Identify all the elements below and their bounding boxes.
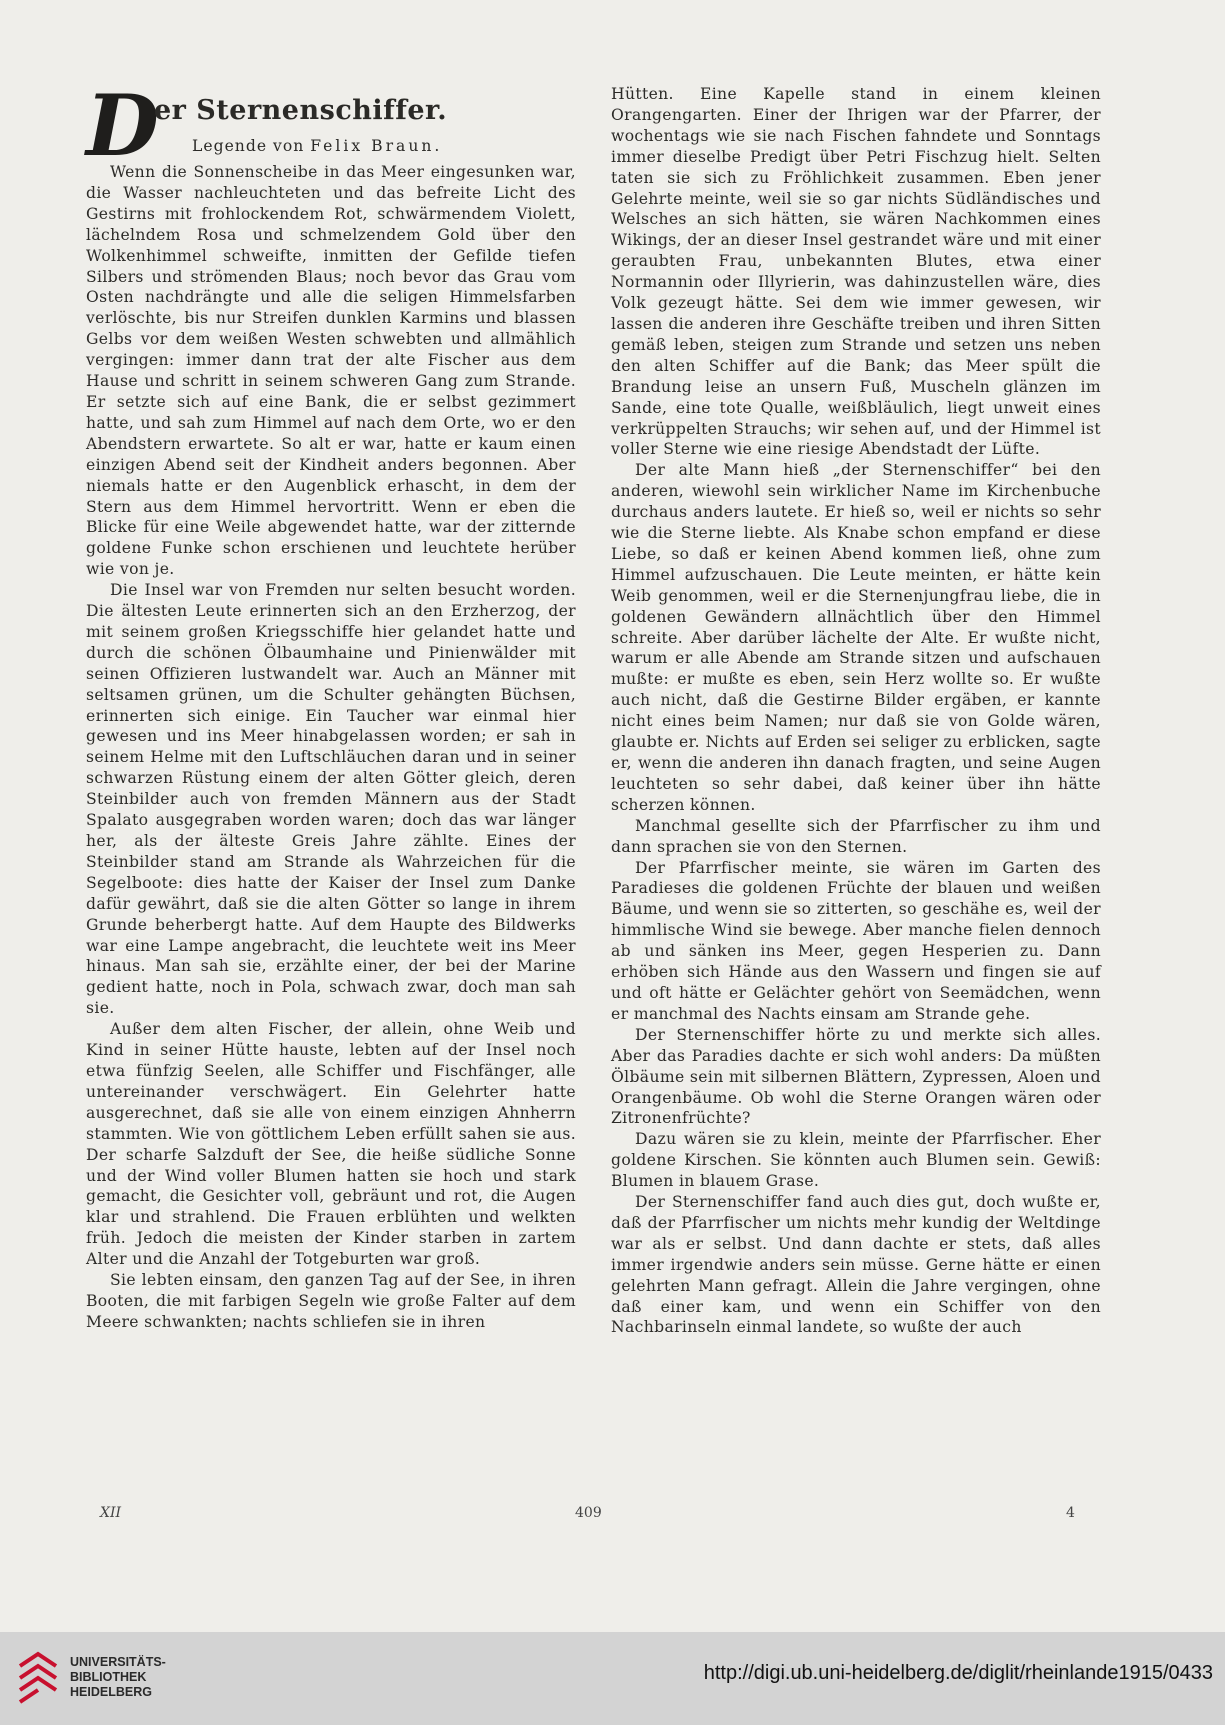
subtitle-prefix: Legende von <box>192 137 305 155</box>
library-name-line: HEIDELBERG <box>70 1685 152 1699</box>
paragraph: Der alte Mann hieß „der Sternenschiffer“ bei den anderen, wiewohl sein wirklicher Name im Kirchenbuche durchaus anders lautete. Er hieß so, weil er nichts so sehr wie die Sterne liebte. Als Knabe schon empfand er diese Liebe, so daß er keinen Abend kommen ließ, ohne zum Himmel aufzuschauen. Die Leute meinten, er hätte kein Weib genommen, weil er die Sternenjungfrau liebe, die in goldenen Gewändern allnächtlich über den Himmel schreite. Aber darüber lächelte der Alte. Er wußte nicht, warum er alle Abende am Strande sitzen und aufschauen mußte: er mußte es eben, sein Herz wollte so. Er wußte auch nicht, daß die Gestirne Bilder ergäben, er kannte nicht eines beim Namen; nur daß sie von Golde wären, glaubte er. Nichts auf Erden sei seliger zu erblicken, sagte er, wenn die anderen ihn danach fragten, und seine Augen leuchteten so sehr dabei, daß keiner über ihn hätte scherzen können. <box>611 461 1101 814</box>
paragraph: Wenn die Sonnenscheibe in das Meer eingesunken war, die Wasser nachleuchteten und das befreite Licht des Gestirns mit frohlockendem Rot, schwärmendem Violett, lächelndem Rosa und schmelzendem Gold über den Wolkenhimmel schweifte, inmitten der Gefilde tiefen Silbers und strömenden Blaus; noch bevor das Grau vom Osten nachdrängte und alle die seligen Himmelsfarben verlöschte, bis nur Streifen dunklen Karmins und blassen Gelbs vor dem weißen Westen schwebten und allmählich vergingen: immer dann trat der alte Fischer aus dem Hause und schritt in seinem schweren Gang zum Strande. Er setzte sich auf eine Bank, die er selbst gezimmert hatte, und sah zum Himmel auf nach dem Orte, wo er den Abendstern erwartete. So alt er war, hatte er kaum einen einzigen Abend seit der Kindheit anders begonnen. Aber niemals hatte er den Augenblick erhascht, in dem der Stern aus dem Himmel hervortritt. Wenn er eben die Blicke für eine Weile abgewendet hatte, war der zitternde goldene Funke schon erschienen und leuchtete herüber wie von je. <box>86 163 576 579</box>
library-footer-bar <box>0 1632 1225 1725</box>
sheet-number: 4 <box>1066 1505 1075 1521</box>
page-number: 409 <box>575 1505 602 1521</box>
library-name <box>70 1655 166 1700</box>
paragraph: Manchmal gesellte sich der Pfarrfischer zu ihm und dann sprachen sie von den Sternen. <box>611 816 1101 856</box>
drop-cap: D <box>86 76 160 175</box>
paragraph: Der Sternenschiffer fand auch dies gut, doch wußte er, daß der Pfarrfischer um nichts mehr kundig der Weltdinge war als er selbst. Und dann dachte er stets, daß alles immer irgendwie anders sein müsse. Gerne hätte er einen gelehrten Mann gefragt. Allein die Jahre vergingen, ohne daß einer kam, und wenn ein Schiffer von den Nachbarinseln einmal landete, so wußte der auch <box>611 1193 1101 1337</box>
library-name-line: BIBLIOTHEK <box>70 1670 147 1684</box>
paragraph: Der Pfarrfischer meinte, sie wären im Garten des Paradieses die goldenen Früchte der blauen und weißen Bäume, und wenn sie so zitterten, so geschähe es, weil der himmlische Wind sie bewege. Aber manche fielen dennoch ab und sänken ins Meer, gegen Hesperien zu. Dann erhöben sich Hände aus den Wassern und fingen sie auf und oft hätte er Gelächter gehört von Seemädchen, wenn er manchmal des Nachts einsam am Strande gehe. <box>611 858 1101 1023</box>
signature-mark: XII <box>100 1505 122 1521</box>
article-title: er Sternenschiffer. <box>154 95 448 126</box>
paragraph: Die Insel war von Fremden nur selten besucht worden. Die ältesten Leute erinnerten sich an den Erzherzog, der mit seinem großen Kriegsschiffe hier gelandet hatte und durch die schönen Ölbaumhaine und Pinienwälder mit seinen Offizieren lustwandelt war. Auch an Männer mit seltsamen grünen, um die Schulter gehängten Büchsen, erinnerten sich einige. Ein Taucher war einmal hier gewesen und ins Meer hinabgelassen worden; er sah in seinem Helme mit den Luftschläuchen daran und in seiner schwarzen Rüstung einem der alten Götter gleich, deren Steinbilder auch von fremden Männern aus der Stadt Spalato ausgegraben worden waren; doch das war länger her, als der älteste Greis Jahre zählte. Eines der Steinbilder stand am Strande als Wahrzeichen für die Segelboote: dies hatte der Kaiser der Insel zum Danke dafür gewährt, daß sie die alten Götter so lange in ihrem Grunde beherbergt hatte. Auf dem Haupte des Bildwerks war eine Lampe angebracht, die leuchtete weit ins Meer hinaus. Man sah sie, erzählte einer, der bei der Marine gedient hatte, noch in Pola, schwach zwar, doch man sah sie. <box>86 581 576 1018</box>
paragraph: Sie lebten einsam, den ganzen Tag auf der See, in ihren Booten, die mit farbigen Segeln wie große Falter auf dem Meere schwankten; nachts schliefen sie in ihren <box>86 1271 576 1331</box>
paragraph: Der Sternenschiffer hörte zu und merkte sich alles. Aber das Paradies dachte er sich wohl anders: Da müßten Ölbäume sein mit silbernen Blättern, Zypressen, Aloen und Orangenbäume. Ob wohl die Sterne Orangen wären oder Zitronenfrüchte? <box>611 1025 1101 1128</box>
permalink-url[interactable]: http://digi.ub.uni-heidelberg.de/diglit/rheinlande1915/0433 <box>703 1662 1213 1684</box>
paragraph: Hütten. Eine Kapelle stand in einem kleinen Orangengarten. Einer der Ihrigen war der Pfarrer, der wochentags wie sie nach Fischen fahndete und Sonntags immer dieselbe Predigt über Petri Fischzug hielt. Selten taten sie sich zu Fröhlichkeit zusammen. Eben jener Gelehrte meinte, weil sie so gar nichts Südländisches und Welsches an sich hätten, sie wären Nachkommen eines Wikings, der an dieser Insel gestrandet wäre und mit einer geraubten Frau, unbekannten Blutes, etwa einer Normannin oder Illyrierin, was dahinzustellen wäre, dies Volk gezeugt hätte. Sei dem wie immer gewesen, wir lassen die anderen ihre Geschäfte treiben und ihren Sitten gemäß leben, steigen zum Strande und setzen uns neben den alten Schiffer auf die Bank; das Meer spült die Brandung leise an unsern Fuß, Muscheln glänzen im Sande, eine tote Qualle, weißbläulich, liegt unweit eines verkrüppelten Strauchs; wir sehen auf, und der Himmel ist voller Sterne wie eine riesige Abendstadt der Lüfte. <box>611 85 1101 459</box>
library-name-line: UNIVERSITÄTS- <box>70 1655 166 1669</box>
author-name: Felix Braun. <box>310 137 443 155</box>
library-logo-icon[interactable] <box>14 1648 62 1708</box>
article-heading <box>86 76 576 175</box>
left-column <box>86 76 576 1333</box>
article-subtitle <box>192 136 442 157</box>
right-column <box>611 84 1101 1338</box>
paragraph: Außer dem alten Fischer, der allein, ohne Weib und Kind in seiner Hütte hauste, lebten auf der Insel noch etwa fünfzig Seelen, alle Schiffer und Fischfänger, alle untereinander verschwägert. Ein Gelehrter hatte ausgerechnet, daß sie alle von einem einzigen Ahnherrn stammten. Wie von göttlichem Leben erfüllt sahen sie aus. Der scharfe Salzduft der See, die heiße südliche Sonne und der Wind voller Blumen hatten sie hoch und stark gemacht, die Gesichter voll, gebräunt und rot, die Augen klar und strahlend. Die Frauen erblühten und welkten früh. Jedoch die meisten der Kinder starben in zartem Alter und die Anzahl der Totgeburten war groß. <box>86 1020 576 1269</box>
paragraph: Dazu wären sie zu klein, meinte der Pfarrfischer. Eher goldene Kirschen. Sie könnten auch Blumen sein. Gewiß: Blumen in blauem Grase. <box>611 1130 1101 1191</box>
